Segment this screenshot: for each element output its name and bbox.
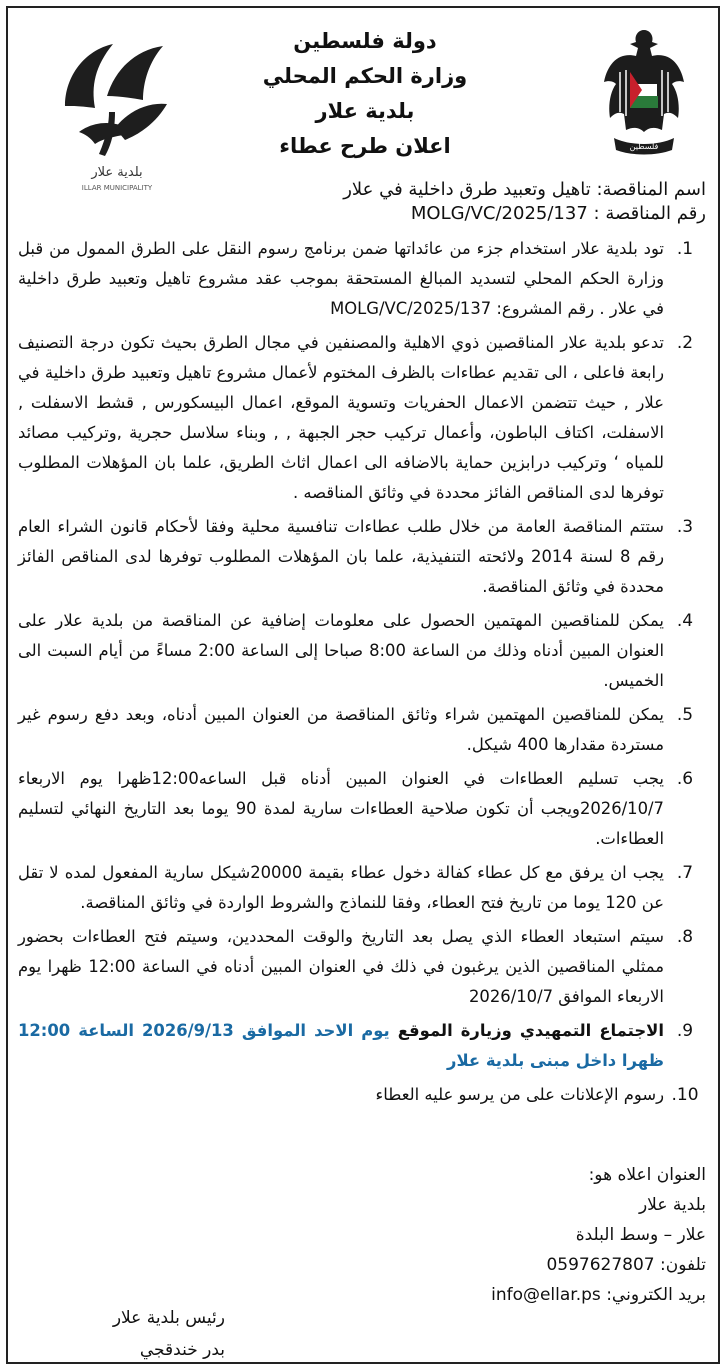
contact-name: بلدية علار <box>638 1195 706 1215</box>
email-label: بريد الكتروني: <box>606 1285 706 1305</box>
state-title: دولة فلسطين <box>293 29 437 53</box>
ministry-title: وزارة الحكم المحلي <box>262 64 468 88</box>
item-number: 1. <box>676 239 694 259</box>
list-item <box>18 1080 706 1110</box>
tender-number-row <box>146 202 706 226</box>
item-text: تدعو بلدية علار المناقصين ذوي الاهلية والمصنفين في مجال الطرق بحيث تكون درجة التصنيف رابعة فاعلى ، الى تقديم عطاءات بالظرف المختوم لأعمال مشروع تاهيل وتعبيد طرق داخلية في علار , حيث تتضمن الاعمال الحفريات وتسوية الموقع، اعمال البيسكورس , قشط الاسفلت , الاسفلت، اكتاف الباطون، وأعمال تركيب حجر الجبهة , , وبناء سلاسل حجرية ,وتركيب مصائد للمياه ‘ وتركيب درابزين حماية بالاضافه الى اعمال اثاث الطريق، علما بان المؤهلات المطلوب توفرها لدى المناقص الفائز محددة في وثائق المناقصه . <box>18 333 664 502</box>
item-number: 9. <box>676 1021 694 1041</box>
list-item <box>18 922 706 1012</box>
item-text: يمكن للمناقصين المهتمين شراء وثائق المناقصة من العنوان المبين أدناه، وبعد دفع رسوم غير مستردة مقدارها 400 شيكل. <box>18 705 664 754</box>
meeting-date-text: يوم الاحد الموافق 2026/9/13 الساعة 12:00 ظهرا داخل مبنى بلدية علار <box>18 1021 664 1070</box>
tender-items-list <box>18 234 706 1114</box>
emblem-caption: فلسطين <box>629 142 659 151</box>
signature-title: رئيس بلدية علار <box>112 1308 225 1328</box>
item-number: 8. <box>676 927 694 947</box>
palestine-emblem-icon <box>600 22 688 160</box>
tender-number-value: MOLG/VC/2025/137 <box>410 203 588 224</box>
list-item <box>18 858 706 918</box>
announcement-title: اعلان طرح عطاء <box>279 134 451 158</box>
item-text <box>18 1016 664 1076</box>
municipality-title: بلدية علار <box>315 99 415 123</box>
logo-text-ar: بلدية علار <box>91 165 143 180</box>
item-number: 5. <box>676 705 694 725</box>
municipality-logo-icon <box>55 36 175 196</box>
item-text: تود بلدية علار استخدام جزء من عائداتها ضمن برنامج رسوم النقل على الطرق الممول من قبل وزارة الحكم المحلي لتسديد المبالغ المستحقة بموجب عقد مشروع تاهيل وتعبيد طرق داخلية في علار . رقم المشروع: MOLG/VC/2025/137 <box>18 239 664 318</box>
contact-block <box>346 1160 706 1310</box>
signature-name: بدر خندقجي <box>139 1340 225 1360</box>
tender-number-label: رقم المناقصة : <box>593 203 706 224</box>
list-item <box>18 764 706 854</box>
tender-name: اسم المناقصة: تاهيل وتعبيد طرق داخلية في علار <box>343 179 706 200</box>
list-item <box>18 700 706 760</box>
address-label: العنوان اعلاه هو: <box>588 1165 706 1185</box>
list-item <box>18 234 706 324</box>
meeting-text: الاجتماع التمهيدي وزيارة الموقع <box>397 1021 664 1040</box>
item-text: يجب تسليم العطاءات في العنوان المبين أدناه قبل الساعه12:00ظهرا يوم الاربعاء 2026/10/7ويجب أن تكون صلاحية العطاءات سارية لمدة 90 يوما بعد التاريخ النهائي لتسليم العطاءات. <box>18 769 664 848</box>
list-item <box>18 1016 706 1076</box>
list-item <box>18 512 706 602</box>
item-text: يجب ان يرفق مع كل عطاء كفالة دخول عطاء بقيمة 20000شيكل سارية المفعول لمده لا تقل عن 120 يوما من تاريخ فتح العطاء، وفقا للنماذج والشروط الواردة في وثائق المناقصة. <box>18 863 664 912</box>
phone-row <box>346 1250 706 1280</box>
item-number: 3. <box>676 517 694 537</box>
list-item <box>18 606 706 696</box>
item-text: سيتم استبعاد العطاء الذي يصل بعد التاريخ والوقت المحددين، وسيتم فتح العطاءات بحضور ممثلي المناقصين الذين يرغبون في ذلك في العنوان المبين أدناه في الساعة 12:00 ظهرا يوم الاربعاء الموافق 2026/10/7 <box>18 927 664 1006</box>
signature-block <box>25 1302 225 1366</box>
item-number: 4. <box>676 611 694 631</box>
tender-meta <box>146 178 706 226</box>
contact-location: علار – وسط البلدة <box>575 1225 706 1245</box>
logo-text-en: ILLAR MUNICIPALITY <box>81 184 153 192</box>
list-item <box>18 328 706 508</box>
phone-number: 0597627807 <box>546 1255 655 1275</box>
item-number: 7. <box>676 863 694 883</box>
item-text: رسوم الإعلانات على من يرسو عليه العطاء <box>375 1085 664 1104</box>
item-text: ستتم المناقصة العامة من خلال طلب عطاءات تنافسية محلية وفقا لأحكام قانون الشراء العام رقم 8 لسنة 2014 ولائحته التنفيذية، علما بان المؤهلات المطلوب توفرها لدى المناقص الفائز محددة في وثائق المناقصة. <box>18 517 665 596</box>
phone-label: تلفون: <box>660 1255 706 1275</box>
email-row <box>346 1280 706 1310</box>
header-block <box>200 24 530 164</box>
email-address: info@ellar.ps <box>491 1285 601 1305</box>
item-number: 6. <box>676 769 694 789</box>
item-text: يمكن للمناقصين المهتمين الحصول على معلومات إضافية عن المناقصة من بلدية علار على العنوان المبين أدناه وذلك من الساعة 8:00 صباحا إلى الساعة 2:00 مساءً من أيام السبت الى الخميس. <box>18 611 664 690</box>
item-number: 2. <box>676 333 694 353</box>
item-number: 10. <box>671 1085 699 1105</box>
